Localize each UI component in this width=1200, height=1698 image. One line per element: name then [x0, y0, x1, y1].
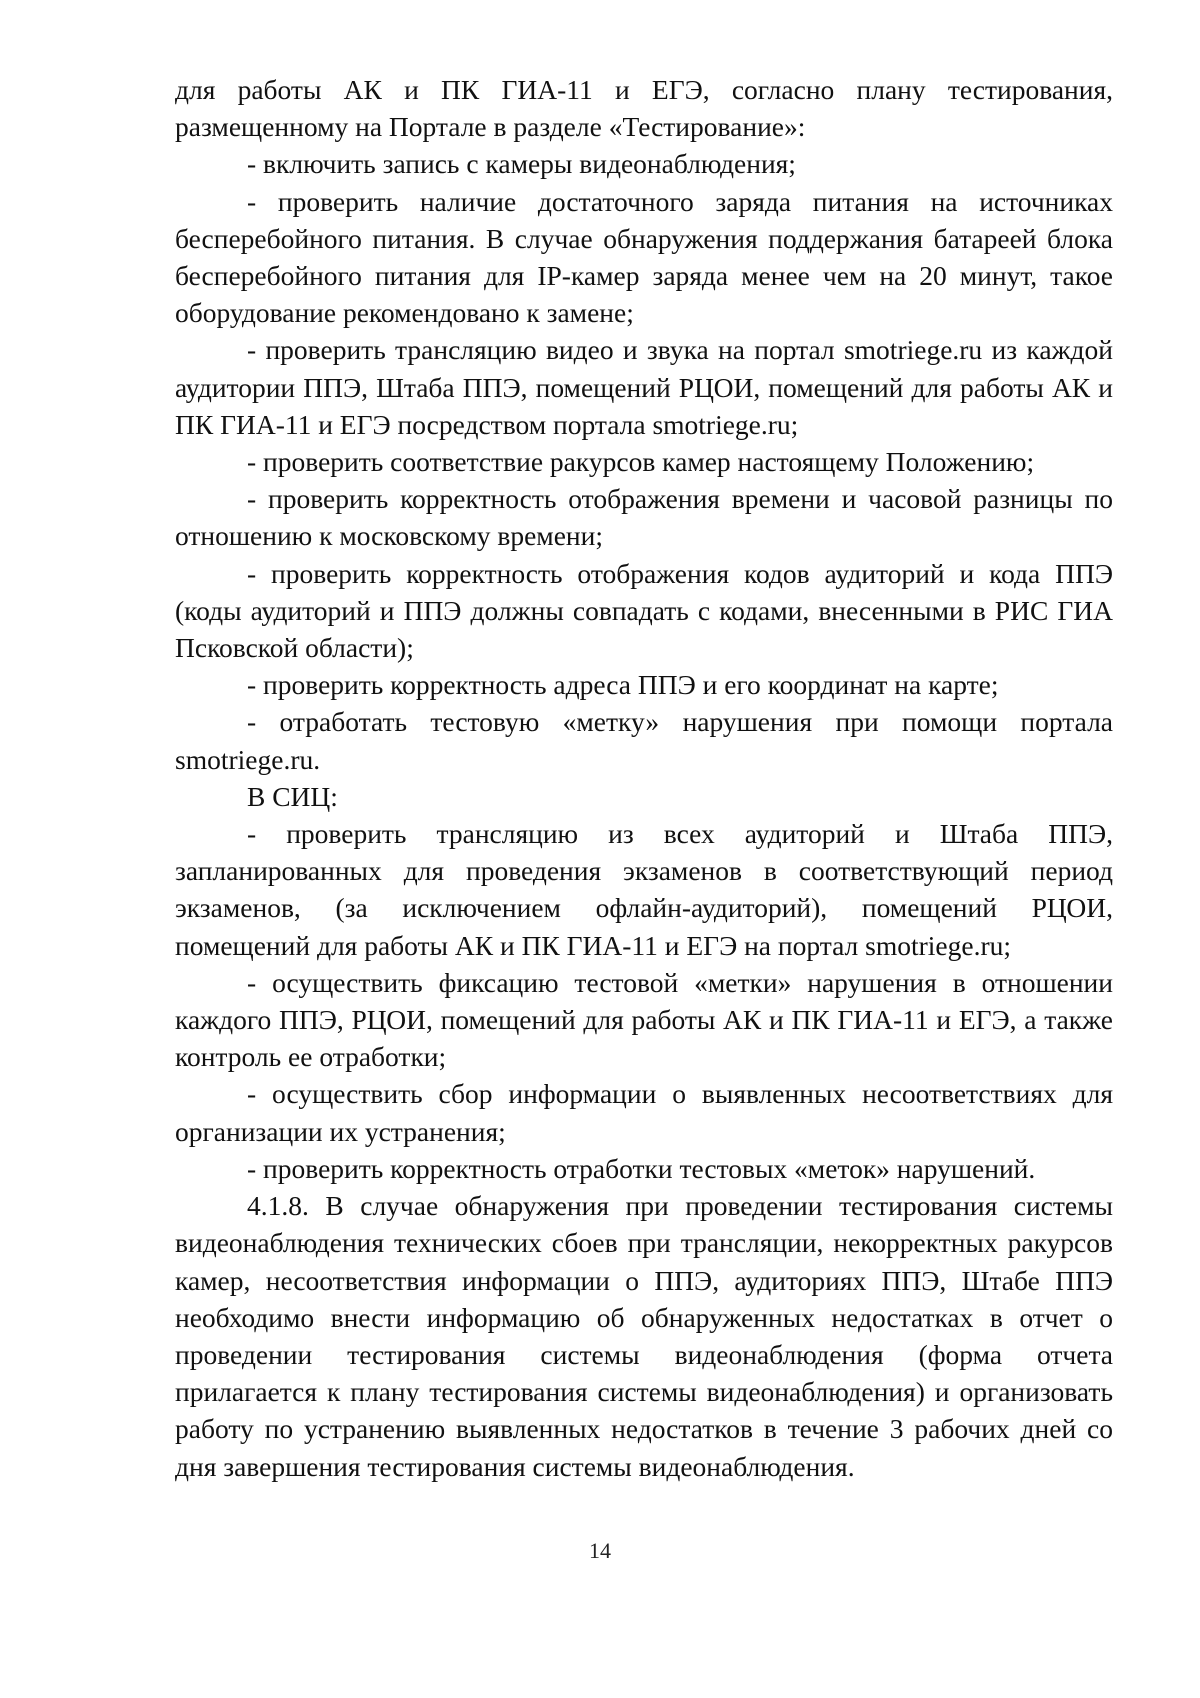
paragraph-check-ups: - проверить наличие достаточного заряда питания на источниках бесперебойного питания. В случае обнаружения поддержания батареей блока бесперебойного питания для IP-камер заряда менее чем на 20 минут, такое оборудование рекомендовано к замене;	[175, 185, 1113, 329]
paragraph-check-codes: - проверить корректность отображения кодов аудиторий и кода ППЭ (коды аудиторий и ППЭ должны совпадать с кодами, внесенными в РИС ГИА Псковской области);	[175, 557, 1113, 664]
paragraph-test-mark: - отработать тестовую «метку» нарушения при помощи портала smotriege.ru.	[175, 706, 1113, 775]
page-number: 14	[589, 1538, 611, 1563]
paragraph-check-time: - проверить корректность отображения времени и часовой разницы по отношению к московскому времени;	[175, 483, 1113, 552]
paragraph-section-4-1-8: 4.1.8. В случае обнаружения при проведении тестирования системы видеонаблюдения технических сбоев при трансляции, некорректных ракурсов камер, несоответствия информации о ППЭ, аудиториях ППЭ, Штабе ППЭ необходимо внести информацию об обнаруженных недостатках в отчет о проведении тестирования системы видеонаблюдения (форма отчета прилагается к плану тестирования системы видеонаблюдения) и организовать работу по устранению выявленных недостатков в течение 3 рабочих дней со дня завершения тестирования системы видеонаблюдения.	[175, 1190, 1113, 1482]
paragraph-check-broadcast: - проверить трансляцию видео и звука на портал smotriege.ru из каждой аудитории ППЭ, Штаба ППЭ, помещений РЦОИ, помещений для работы АК и ПК ГИА-11 и ЕГЭ посредством портала smotriege.ru;	[175, 334, 1113, 440]
paragraph-sic-check-marks: - проверить корректность отработки тестовых «меток» нарушений.	[247, 1152, 1036, 1184]
paragraph-sic-fix-mark: - осуществить фиксацию тестовой «метки» нарушения в отношении каждого ППЭ, РЦОИ, помещений для работы АК и ПК ГИА-11 и ЕГЭ, а также контроль ее отработки;	[175, 966, 1113, 1073]
paragraph-sic-collect-info: - осуществить сбор информации о выявленных несоответствиях для организации их устранения;	[175, 1078, 1113, 1147]
document-body	[175, 71, 1113, 1485]
paragraph-continuation: для работы АК и ПК ГИА-11 и ЕГЭ, согласно плану тестирования, размещенному на Портале в разделе «Тестирование»:	[175, 74, 1113, 143]
paragraph-sic-heading: В СИЦ:	[247, 780, 338, 812]
paragraph-check-address: - проверить корректность адреса ППЭ и его координат на карте;	[247, 669, 999, 701]
paragraph-sic-check-broadcast: - проверить трансляцию из всех аудиторий и Штаба ППЭ, запланированных для проведения экзаменов в соответствующий период экзаменов, (за исключением офлайн-аудиторий), помещений РЦОИ, помещений для работы АК и ПК ГИА-11 и ЕГЭ на портал smotriege.ru;	[175, 818, 1113, 961]
paragraph-enable-recording: - включить запись с камеры видеонаблюдения;	[247, 148, 796, 180]
paragraph-check-angles: - проверить соответствие ракурсов камер настоящему Положению;	[247, 446, 1035, 478]
